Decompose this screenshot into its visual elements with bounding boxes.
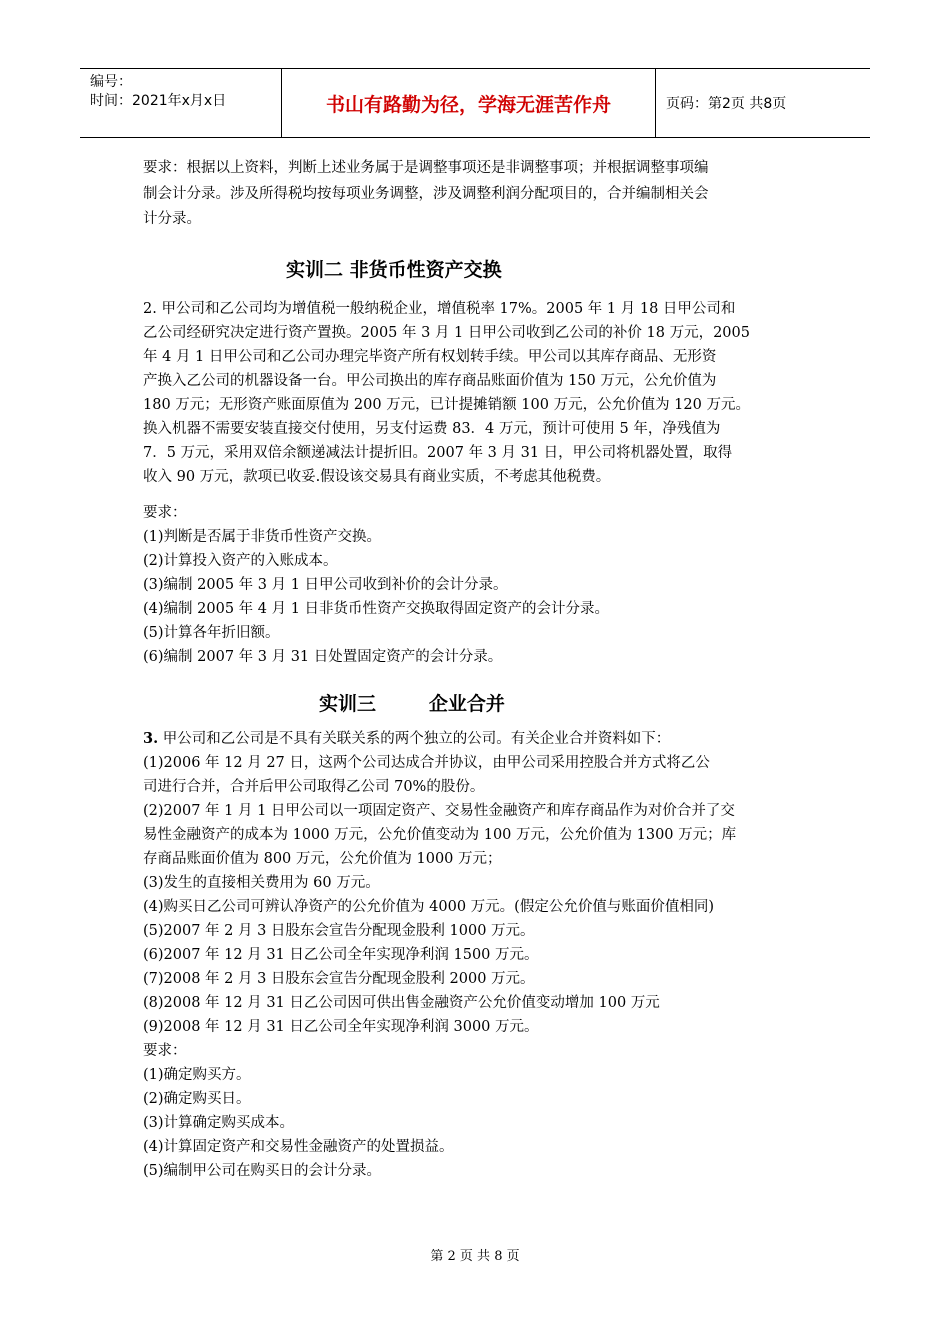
text-span: 甲公司和乙公司是不具有关联关系的两个独立的公司。有关企业合并资料如下： <box>158 730 671 747</box>
section2-body <box>143 297 809 489</box>
intro-requirement <box>143 156 809 233</box>
text-line: 易性金融资产的成本为 1000 万元，公允价值变动为 100 万元，公允价值为 1300 万元；库 <box>143 826 737 843</box>
document-body <box>143 156 809 1183</box>
text-line: 要求： <box>143 1042 187 1059</box>
requirement-item: (6)编制 2007 年 3 月 31 日处置固定资产的会计分录。 <box>143 648 503 665</box>
text-line: (6)2007 年 12 月 31 日乙公司全年实现净利润 1500 万元。 <box>143 946 539 963</box>
page-footer: 第 2 页 共 8 页 <box>430 1249 520 1264</box>
section-title-2: 实训二 非货币性资产交换 <box>286 258 502 281</box>
header-page-label: 页码：第2页 共8页 <box>666 96 787 112</box>
text-line: (2)确定购买日。 <box>143 1090 251 1107</box>
text-line: 7．5 万元，采用双倍余额递减法计提折旧。2007 年 3 月 31 日，甲公司将机器处置，取得 <box>143 444 733 461</box>
header-meta <box>80 69 282 137</box>
requirement-item: (4)编制 2005 年 4 月 1 日非货币性资产交换取得固定资产的会计分录。 <box>143 600 610 617</box>
text-line: (3)计算确定购买成本。 <box>143 1114 295 1131</box>
text-line: (8)2008 年 12 月 31 日乙公司因可供出售金融资产公允价值变动增加 100 万元 <box>143 994 660 1011</box>
text-line: (9)2008 年 12 月 31 日乙公司全年实现净利润 3000 万元。 <box>143 1018 539 1035</box>
text-line: 司进行合并，合并后甲公司取得乙公司 70%的股份。 <box>143 778 485 795</box>
text-line: 年 4 月 1 日甲公司和乙公司办理完毕资产所有权划转手续。甲公司以其库存商品、无形资 <box>143 348 717 365</box>
requirements-label: 要求： <box>143 504 187 521</box>
text-line: 产换入乙公司的机器设备一台。甲公司换出的库存商品账面价值为 150 万元，公允价值为 <box>143 372 717 389</box>
header-motto: 书山有路勤为径，学海无涯苦作舟 <box>282 69 656 137</box>
requirement-item: (3)编制 2005 年 3 月 1 日甲公司收到补价的会计分录。 <box>143 576 508 593</box>
section3-body <box>143 727 809 1183</box>
requirement-item: (5)计算各年折旧额。 <box>143 624 280 641</box>
text-line: 换入机器不需要安装直接交付使用，另支付运费 83．4 万元，预计可使用 5 年，净残值为 <box>143 420 721 437</box>
text-line: (1)2006 年 12 月 27 日，这两个公司达成合并协议，由甲公司采用控股合并方式将乙公 <box>143 754 710 771</box>
text-line: (4)计算固定资产和交易性金融资产的处置损益。 <box>143 1138 454 1155</box>
text-line: 计分录。 <box>143 211 201 227</box>
text-line: 2. 甲公司和乙公司均为增值税一般纳税企业，增值税率 17%。2005 年 1 月 18 日甲公司和 <box>143 300 736 317</box>
text-line: 制会计分录。涉及所得税均按每项业务调整，涉及调整利润分配项目的，合并编制相关会 <box>143 185 709 202</box>
page-header <box>80 68 870 138</box>
requirement-item: (2)计算投入资产的入账成本。 <box>143 552 338 569</box>
text-line: 180 万元；无形资产账面原值为 200 万元，已计提摊销额 100 万元，公允价值为 120 万元。 <box>143 396 750 413</box>
text-line: 要求：根据以上资料，判断上述业务属于是调整事项还是非调整事项；并根据调整事项编 <box>143 160 709 176</box>
text-line: (1)确定购买方。 <box>143 1066 251 1083</box>
requirement-item: (1)判断是否属于非货币性资产交换。 <box>143 528 382 545</box>
text-line: (4)购买日乙公司可辨认净资产的公允价值为 4000 万元。(假定公允价值与账面价值相同) <box>143 898 714 915</box>
doc-number-label: 编号： <box>90 74 132 90</box>
question-number: 3. <box>143 729 159 747</box>
section-title-3: 实训三 企业合并 <box>319 692 505 715</box>
text-line: (7)2008 年 2 月 3 日股东会宣告分配现金股利 2000 万元。 <box>143 970 535 987</box>
text-line: 乙公司经研究决定进行资产置换。2005 年 3 月 1 日甲公司收到乙公司的补价 18 万元，2005 <box>143 324 750 341</box>
text-line: 存商品账面价值为 800 万元，公允价值为 1000 万元； <box>143 850 502 867</box>
text-line: (5)编制甲公司在购买日的会计分录。 <box>143 1162 382 1179</box>
text-line: 收入 90 万元，款项已收妥.假设该交易具有商业实质，不考虑其他税费。 <box>143 468 611 485</box>
doc-time-label: 时间：2021年x月x日 <box>90 93 227 109</box>
text-line: (2)2007 年 1 月 1 日甲公司以一项固定资产、交易性金融资产和库存商品作为对价合并了交 <box>143 802 735 819</box>
section2-requirements <box>143 501 809 669</box>
text-line: (5)2007 年 2 月 3 日股东会宣告分配现金股利 1000 万元。 <box>143 922 535 939</box>
text-line <box>143 727 809 751</box>
text-line: (3)发生的直接相关费用为 60 万元。 <box>143 874 380 891</box>
